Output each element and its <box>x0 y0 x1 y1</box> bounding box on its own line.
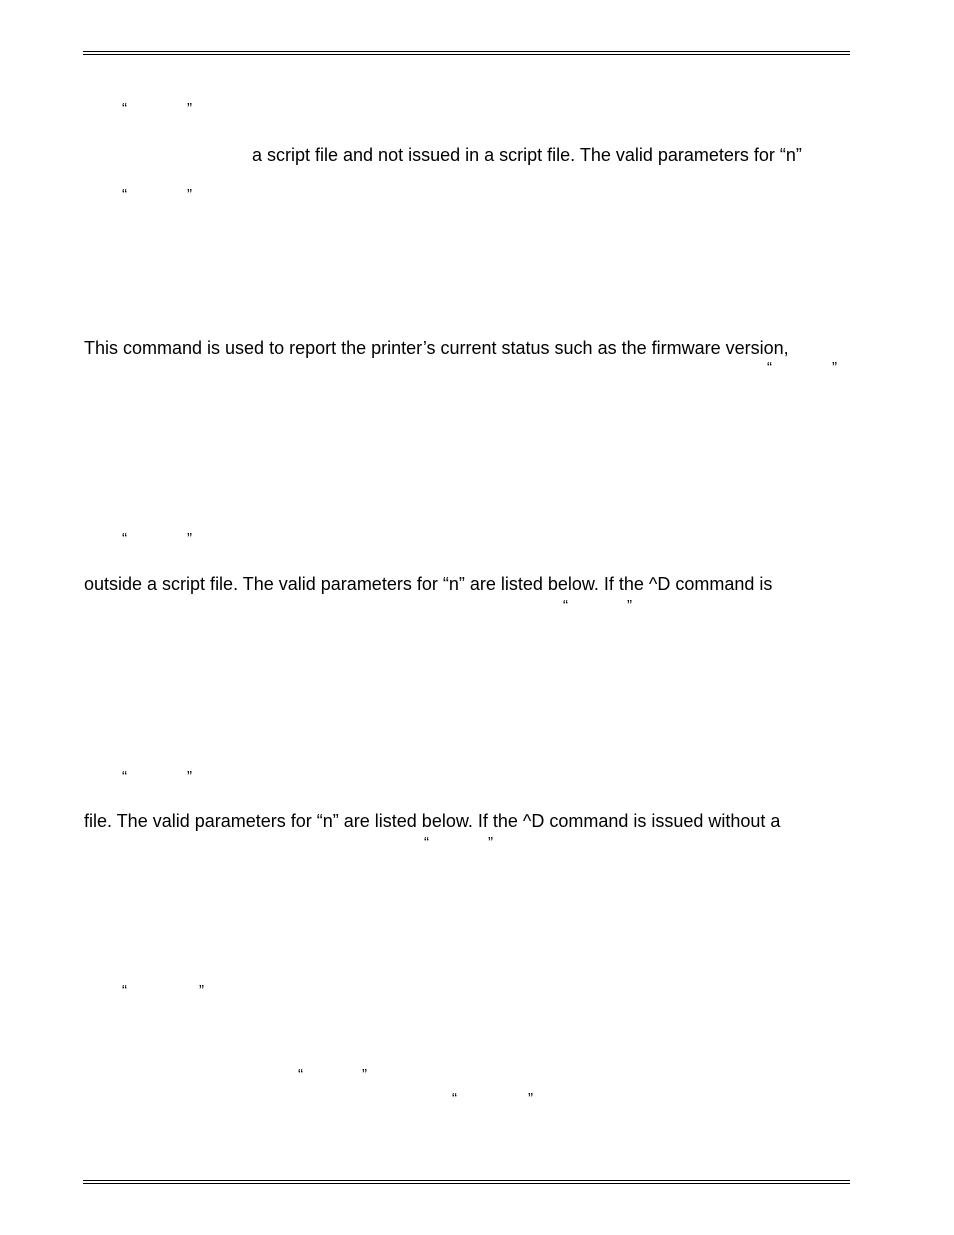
close-quote: ” <box>832 359 837 376</box>
open-quote: “ <box>563 597 568 614</box>
text-line-script-file: a script file and not issued in a script file. The valid parameters for “n” <box>252 145 802 165</box>
close-quote: ” <box>187 768 192 785</box>
open-quote: “ <box>767 359 772 376</box>
close-quote: ” <box>199 982 204 999</box>
footer-rule <box>83 1180 850 1184</box>
close-quote: ” <box>187 530 192 547</box>
open-quote: “ <box>122 530 127 547</box>
close-quote: ” <box>488 834 493 851</box>
text-line-file-parameters: file. The valid parameters for “n” are listed below. If the ^D command is issued without a <box>84 811 781 831</box>
open-quote: “ <box>122 100 127 117</box>
open-quote: “ <box>122 768 127 785</box>
close-quote: ” <box>187 100 192 117</box>
open-quote: “ <box>122 186 127 203</box>
close-quote: ” <box>528 1090 533 1107</box>
header-rule <box>83 51 850 55</box>
close-quote: ” <box>362 1066 367 1083</box>
open-quote: “ <box>298 1066 303 1083</box>
close-quote: ” <box>627 597 632 614</box>
text-line-outside-script: outside a script file. The valid parameters for “n” are listed below. If the ^D command is <box>84 574 773 594</box>
text-line-report-status: This command is used to report the printer’s current status such as the firmware version, <box>84 338 789 358</box>
close-quote: ” <box>187 186 192 203</box>
open-quote: “ <box>122 982 127 999</box>
open-quote: “ <box>452 1090 457 1107</box>
open-quote: “ <box>424 834 429 851</box>
